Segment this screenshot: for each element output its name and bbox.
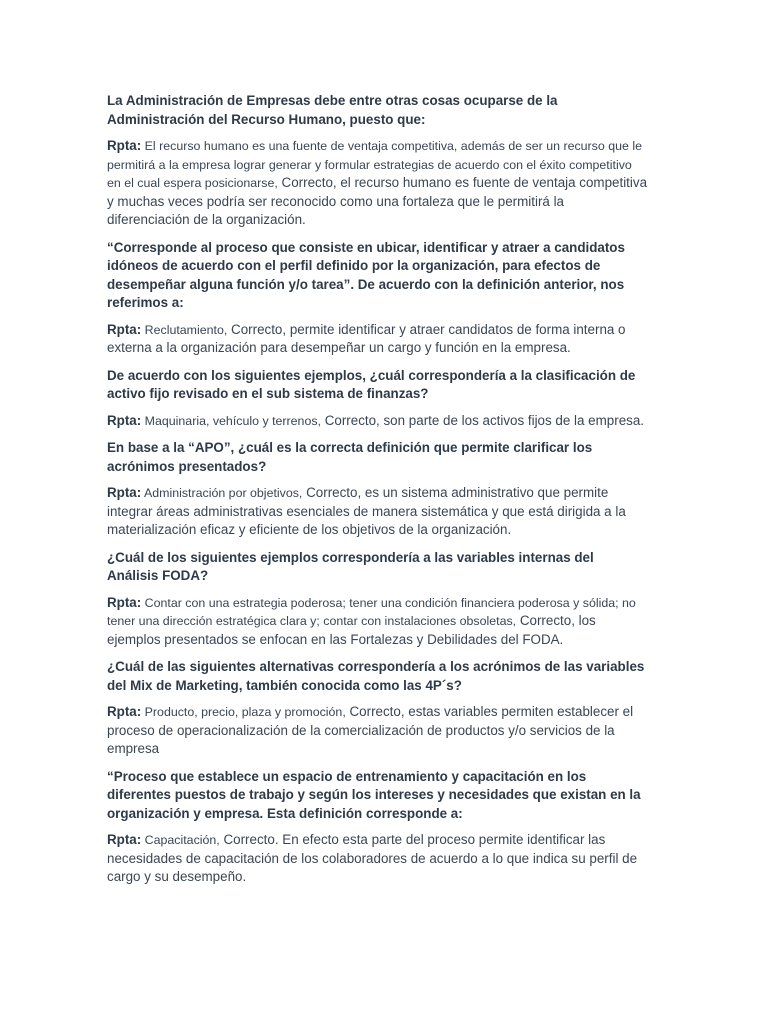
- answer-3: [107, 412, 647, 431]
- answer-6: [107, 703, 647, 759]
- rpta-label: Rpta:: [107, 321, 142, 337]
- qa-block-4: [107, 439, 647, 540]
- question-7: “Proceso que establece un espacio de entrenamiento y capacitación en los diferentes puestos de trabajo y según los intereses y necesidades que existan en la organización y empresa. Esta definición corresponde a:: [107, 768, 641, 821]
- answer-lead: Maquinaria, vehículo y terrenos,: [141, 413, 321, 428]
- answer-7: [107, 831, 647, 887]
- rpta-label: Rpta:: [107, 832, 142, 847]
- answer-5: [107, 594, 647, 650]
- document-page: [107, 92, 647, 896]
- qa-block-5: [107, 549, 647, 650]
- answer-lead: Reclutamiento,: [141, 322, 228, 337]
- qa-block-2: [107, 239, 647, 358]
- answer-rest: Correcto, es un sistema administrativo que permite integrar áreas administrativas esenciales de manera sistemática y que está dirigida a la materialización eficaz y eficiente de los objetivos de la organización.: [107, 485, 626, 537]
- question-5: ¿Cuál de los siguientes ejemplos correspondería a las variables internas del Análisis FODA?: [107, 549, 594, 583]
- answer-rest: Correcto, permite identificar y atraer candidatos de forma interna o externa a la organización para desempeñar un cargo y función en la empresa.: [107, 321, 626, 355]
- question-1: La Administración de Empresas debe entre otras cosas ocuparse de la Administración del Recurso Humano, puesto que:: [107, 93, 558, 127]
- question-3: De acuerdo con los siguientes ejemplos, ¿cuál correspondería a la clasificación de activo fijo revisado en el sub sistema de finanzas?: [107, 367, 636, 401]
- answer-rest: Correcto, son parte de los activos fijos de la empresa.: [320, 412, 645, 428]
- rpta-label: Rpta:: [107, 485, 142, 500]
- answer-lead: Producto, precio, plaza y promoción,: [141, 705, 346, 719]
- answer-1: [107, 137, 647, 230]
- qa-block-7: [107, 768, 647, 887]
- rpta-label: Rpta:: [107, 412, 142, 428]
- qa-block-6: [107, 658, 647, 759]
- question-6: ¿Cuál de las siguientes alternativas correspondería a los acrónimos de las variables del Mix de Marketing, también conocida como las 4P´s?: [107, 659, 645, 693]
- answer-rest: Correcto, estas variables permiten establecer el proceso de operacionalización de la comercialización de productos y/o servicios de la empresa: [107, 704, 634, 756]
- answer-lead: El recurso humano es una fuente de ventaja competitiva, además de ser un recurso que le permitirá a la empresa lograr generar y formular estrategias de acuerdo con el éxito competitivo en el cual espera posicionarse,: [107, 139, 642, 190]
- rpta-label: Rpta:: [107, 594, 142, 610]
- answer-rest: Correcto, los ejemplos presentados se enfocan en las Fortalezas y Debilidades del FODA.: [107, 613, 596, 647]
- answer-lead: Capacitación,: [141, 833, 220, 847]
- answer-lead: Contar con una estrategia poderosa; tener una condición financiera poderosa y sólida; no tener una dirección estratégica clara y; contar con instalaciones obsoletas,: [107, 595, 636, 628]
- question-2: “Corresponde al proceso que consiste en ubicar, identificar y atraer a candidatos idóneos de acuerdo con el perfil definido por la organización, para efectos de desempeñar alguna función y/o tarea”. De acuerdo con la definición anterior, nos referimos a:: [107, 239, 625, 310]
- qa-block-3: [107, 367, 647, 431]
- answer-lead: Administración por objetivos,: [141, 486, 303, 500]
- question-4: En base a la “APO”, ¿cuál es la correcta definición que permite clarificar los acrónimos presentados?: [107, 440, 593, 474]
- answer-rest: Correcto. En efecto esta parte del proceso permite identificar las necesidades de capacitación de los colaboradores de acuerdo a lo que indica su perfil de cargo y su desempeño.: [107, 832, 638, 884]
- answer-4: [107, 484, 647, 540]
- answer-rest: Correcto, el recurso humano es fuente de ventaja competitiva y muchas veces podría ser reconocido como una fortaleza que le permitirá la diferenciación de la organización.: [107, 175, 648, 227]
- rpta-label: Rpta:: [107, 704, 142, 719]
- answer-2: [107, 321, 647, 358]
- qa-block-1: [107, 92, 647, 230]
- rpta-label: Rpta:: [107, 138, 142, 153]
